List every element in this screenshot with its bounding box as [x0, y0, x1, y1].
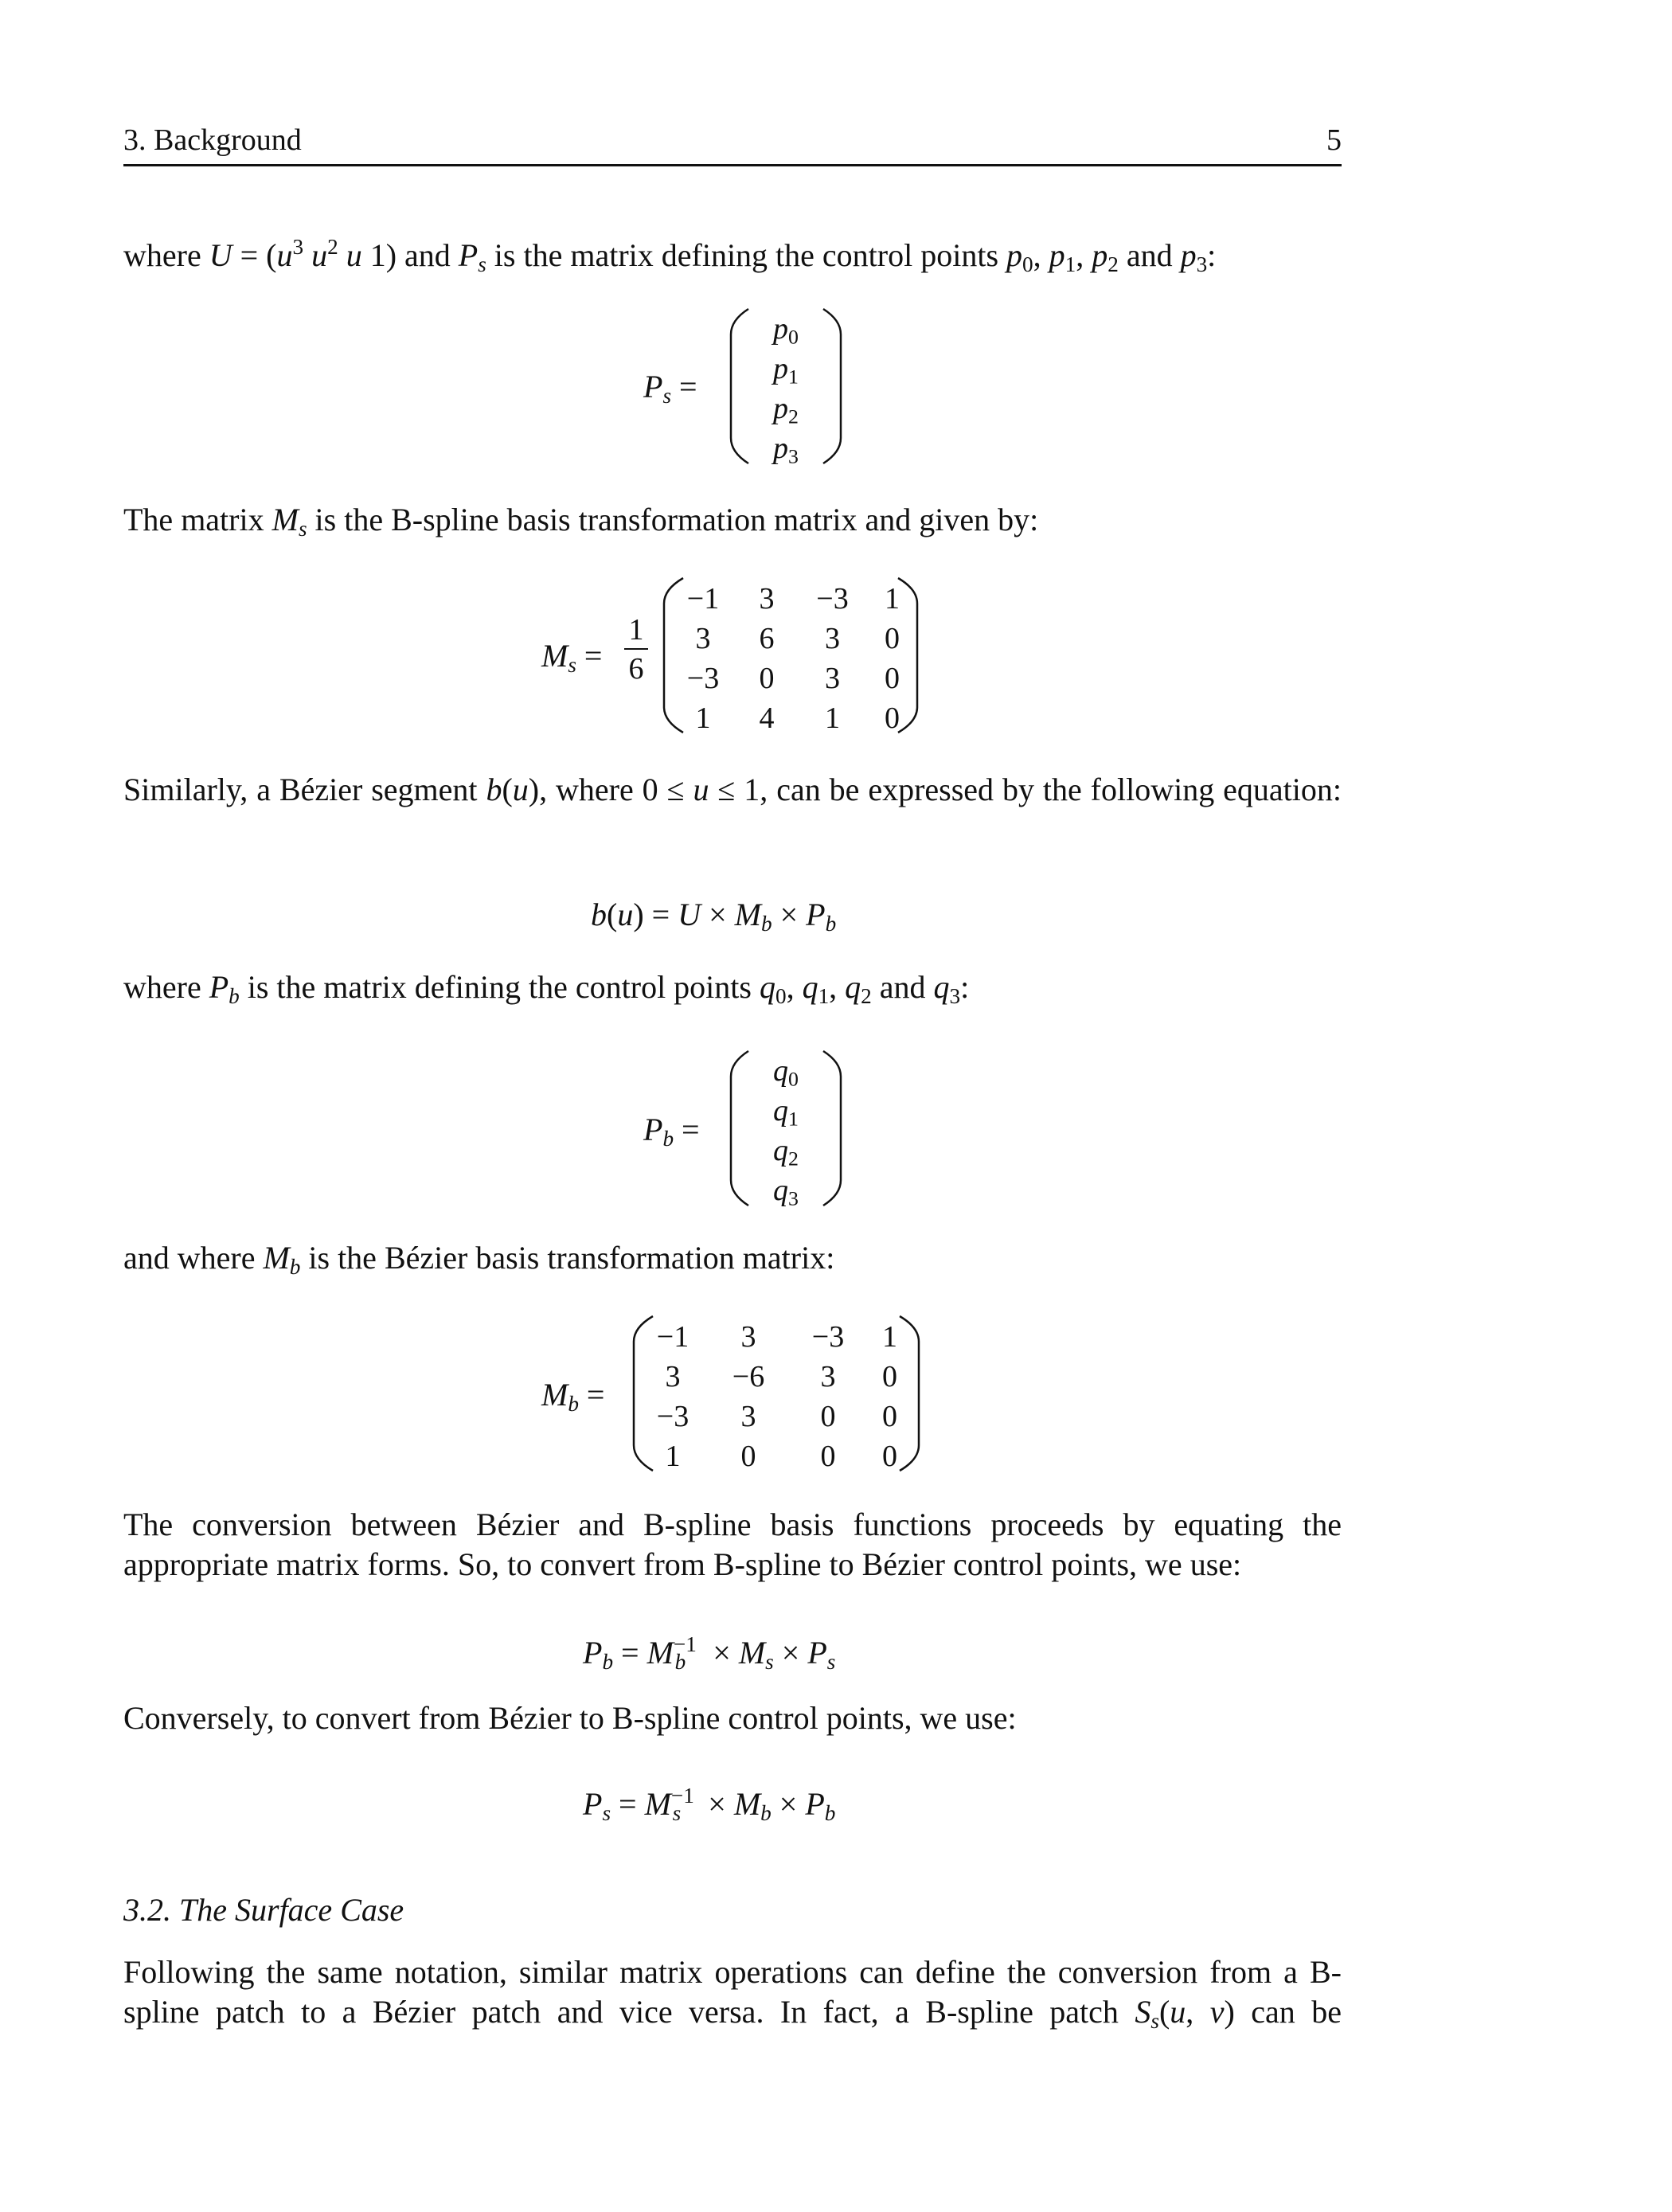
- equation-bezier-to-bspline: $P_s = M^{-1}_s \times M_b \times P_b$: [583, 1784, 836, 1825]
- ps-entry: $p_1$: [773, 352, 799, 389]
- paragraph-bezier-segment: Similarly, a Bézier segment b(u), where 0 ≤ u ≤ 1, can be expressed by the following equation:: [123, 772, 1342, 807]
- paragraph-control-points-ps: where $U = (u^3$ $u^2$ u 1) and $P_s$ is the matrix defining the control points $p_0$, $p_1$, $p_2$ and $p_3$:: [123, 235, 1217, 276]
- matrix-row: [667, 659, 914, 698]
- header-title: 3. Background: [123, 123, 302, 157]
- pb-lhs: $P_b$ =: [643, 1112, 700, 1151]
- matrix-cell: 0: [882, 1440, 897, 1473]
- matrix-cell: −3: [816, 582, 849, 616]
- matrix-row: [637, 1397, 912, 1436]
- matrix-cell: −6: [732, 1360, 765, 1393]
- equation-bezier-segment: $b(u) = U \times M_b \times P_b$: [591, 897, 837, 936]
- matrix-row: [637, 1317, 912, 1357]
- ps-entry: $p_3$: [773, 432, 799, 468]
- matrix-row: [667, 579, 914, 619]
- ps-lhs: $P_s$ =: [643, 369, 697, 408]
- mb-lhs: $M_b$ =: [541, 1377, 605, 1416]
- paragraph-conversion: The conversion between Bézier and B-spline basis functions proceeds by equating the appropriate matrix forms. So, to convert from B-spline to Bézier control points, we use:: [123, 1507, 1342, 1582]
- paragraph-bspline-basis: The matrix $M_s$ is the B-spline basis transformation matrix and given by:: [123, 502, 1039, 541]
- matrix-cell: 0: [885, 662, 900, 695]
- matrix-cell: −1: [686, 582, 720, 616]
- pb-vector: [750, 1053, 822, 1212]
- ps-vector: [750, 311, 822, 470]
- matrix-cell: −3: [811, 1320, 845, 1354]
- matrix-row: [637, 1357, 912, 1397]
- mb-matrix: [637, 1317, 912, 1476]
- pb-entry: $q_1$: [773, 1094, 799, 1131]
- paragraph-conversely: Conversely, to convert from Bézier to B-spline control points, we use:: [123, 1700, 1017, 1736]
- matrix-cell: 3: [740, 1400, 756, 1433]
- matrix-cell: 0: [820, 1440, 836, 1473]
- matrix-cell: 0: [740, 1440, 756, 1473]
- matrix-cell: 4: [759, 702, 775, 735]
- matrix-cell: 3: [740, 1320, 756, 1354]
- matrix-cell: −3: [686, 662, 720, 695]
- matrix-cell: 0: [885, 702, 900, 735]
- matrix-cell: 3: [825, 662, 840, 695]
- matrix-cell: 1: [695, 702, 711, 735]
- matrix-cell: 6: [759, 622, 775, 655]
- matrix-cell: 1: [825, 702, 840, 735]
- matrix-cell: 3: [665, 1360, 681, 1393]
- ms-fraction: $\frac{1}{6}$: [624, 612, 648, 686]
- pb-entry: $q_0$: [773, 1054, 799, 1091]
- matrix-row: [667, 698, 914, 738]
- ps-entry: $p_0$: [773, 312, 799, 349]
- matrix-cell: 3: [820, 1360, 836, 1393]
- matrix-row: [637, 1436, 912, 1476]
- pb-entry: $q_2$: [773, 1134, 799, 1170]
- matrix-cell: 0: [882, 1360, 897, 1393]
- paragraph-surface-case: Following the same notation, similar matrix operations can define the conversion from a B-spline patch to a Bézier patch and vice versa. In fact, a B-spline patch $S_s(u$, v) can be: [123, 1954, 1342, 2033]
- equation-bspline-to-bezier: $P_b = M^{-1}_b \times M_s \times P_s$: [583, 1632, 836, 1674]
- matrix-cell: 0: [820, 1400, 836, 1433]
- matrix-cell: 0: [885, 622, 900, 655]
- matrix-cell: 3: [695, 622, 711, 655]
- matrix-cell: 3: [825, 622, 840, 655]
- matrix-cell: 1: [882, 1320, 897, 1354]
- pb-entry: $q_3$: [773, 1174, 799, 1210]
- matrix-cell: 0: [759, 662, 775, 695]
- matrix-cell: −3: [656, 1400, 690, 1433]
- running-header: [123, 119, 1342, 166]
- matrix-cell: 1: [885, 582, 900, 616]
- matrix-cell: 3: [759, 582, 775, 616]
- section-heading: 3.2. The Surface Case: [123, 1892, 404, 1928]
- paragraph-control-points-pb: where $P_b$ is the matrix defining the control points $q_0$, $q_1$, $q_2$ and $q_3$:: [123, 969, 970, 1008]
- page-number: 5: [1326, 123, 1342, 157]
- paragraph-bezier-basis: and where $M_b$ is the Bézier basis transformation matrix:: [123, 1240, 835, 1279]
- matrix-cell: 0: [882, 1400, 897, 1433]
- matrix-row: [667, 619, 914, 659]
- ps-entry: $p_2$: [773, 392, 799, 428]
- ms-matrix: [667, 579, 914, 738]
- matrix-cell: 1: [665, 1440, 681, 1473]
- matrix-cell: −1: [656, 1320, 690, 1354]
- ms-lhs: $M_s$ =: [541, 638, 603, 677]
